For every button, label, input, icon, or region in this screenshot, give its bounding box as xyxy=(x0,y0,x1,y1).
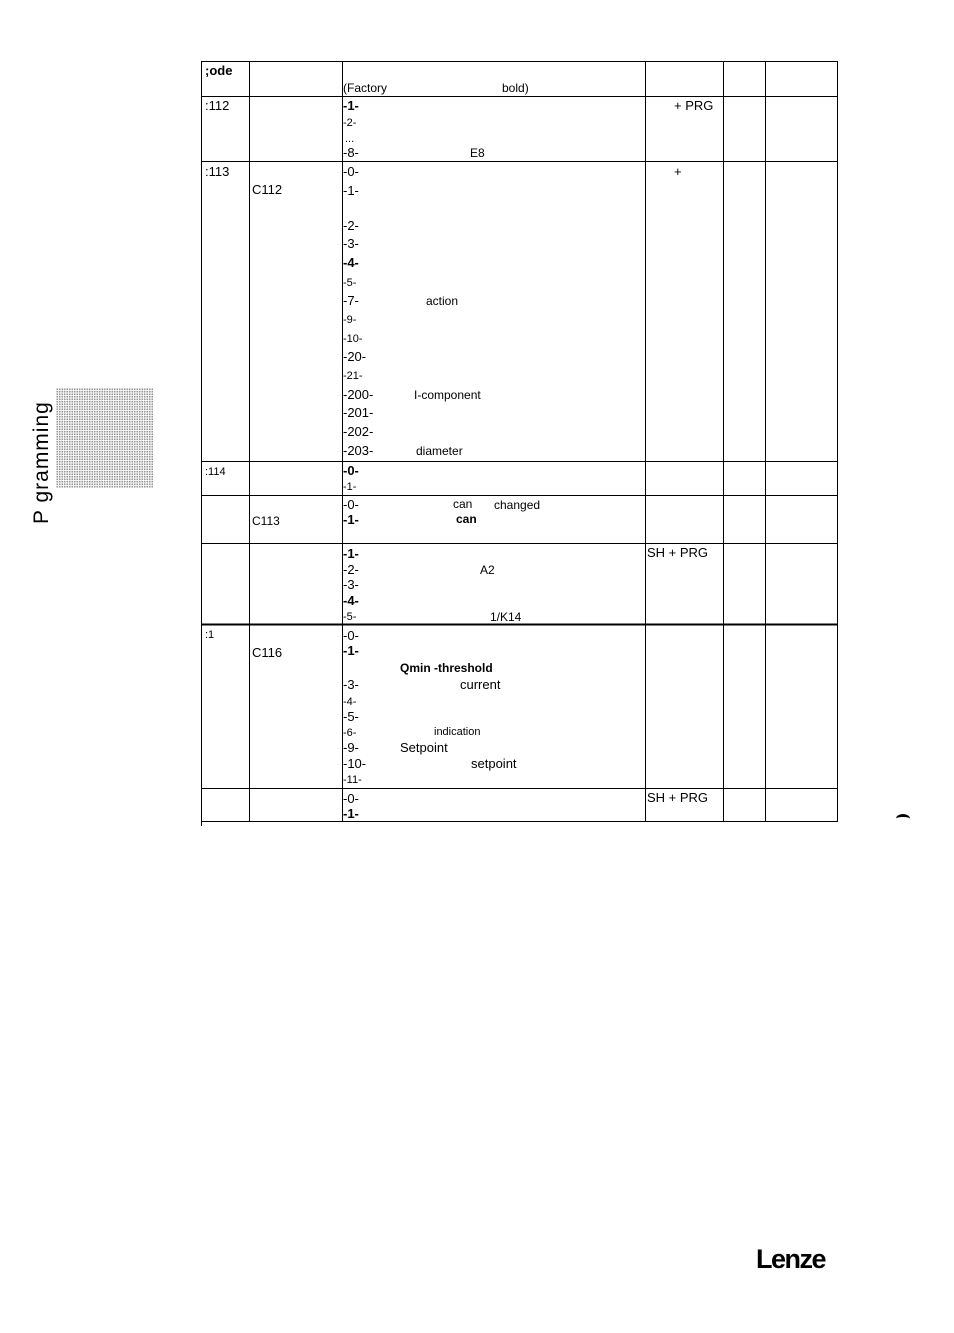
row-6-text: setpoint xyxy=(471,756,517,771)
page-mark xyxy=(896,814,910,823)
header-factory-right: bold) xyxy=(502,81,529,95)
row-c113-value: -5- xyxy=(343,277,357,289)
row-6-text: Qmin -threshold xyxy=(400,661,493,675)
row-c113-value: -4- xyxy=(343,255,359,270)
row-c112-text: E8 xyxy=(470,146,485,160)
row-4-value: -1- xyxy=(343,512,359,527)
row-c113-text: diameter xyxy=(416,444,463,458)
row-c112-value: -8- xyxy=(343,145,359,160)
row-6-value: -4- xyxy=(343,696,357,708)
row-c113-value: -0- xyxy=(343,164,359,179)
row-4-text: changed xyxy=(494,498,541,512)
row-c112-code: :112 xyxy=(205,98,230,113)
row-c113-value: -203- xyxy=(343,443,374,458)
row-5-text: 1/K14 xyxy=(490,610,522,624)
row-4-ref: C113 xyxy=(252,514,280,528)
row-c113-value: -202- xyxy=(343,424,374,439)
row-6-ref: C116 xyxy=(252,645,283,660)
row-6-value: -0- xyxy=(343,628,359,643)
row-6-value: -9- xyxy=(343,740,359,755)
row-c114-value: -1- xyxy=(343,481,357,493)
row-5-value: -2- xyxy=(343,562,359,577)
header-code: ;ode xyxy=(205,63,233,78)
row-6-text: current xyxy=(460,677,501,692)
row-c113-value: -20- xyxy=(343,349,367,364)
row-c112-access: + PRG xyxy=(674,98,714,113)
row-6-code: :1 xyxy=(205,629,215,641)
row-c113-text: I-component xyxy=(414,388,481,402)
row-7-access: SH + PRG xyxy=(647,790,709,805)
row-c113-ref: C112 xyxy=(252,182,283,197)
row-5-value: -3- xyxy=(343,577,359,592)
row-c113-value: -200- xyxy=(343,387,374,402)
side-title-text: P gramming xyxy=(30,401,53,524)
row-c113-value: -3- xyxy=(343,236,359,251)
row-5-value: -5- xyxy=(343,611,357,623)
row-c113-value: -1- xyxy=(343,183,359,198)
row-5-value: -1- xyxy=(343,546,359,561)
header-factory-left: (Factory xyxy=(343,81,388,95)
row-5-access: SH + PRG xyxy=(647,545,709,560)
row-6-text: Setpoint xyxy=(400,740,448,755)
row-6-value: -1- xyxy=(343,643,359,658)
row-c113-value: -9- xyxy=(343,314,357,326)
row-6-value: -3- xyxy=(343,677,359,692)
row-6-value: -11- xyxy=(343,774,362,786)
row-c112-value: -1- xyxy=(343,98,359,113)
row-6-value: -6- xyxy=(343,727,357,739)
row-6-value: -10- xyxy=(343,756,367,771)
row-c114-value: -0- xyxy=(343,463,359,478)
row-c113-value: -7- xyxy=(343,293,359,308)
row-c113-value: -21- xyxy=(343,370,363,382)
row-5-text: A2 xyxy=(480,563,495,577)
row-c113-code: :113 xyxy=(205,164,230,179)
row-c114-code: :114 xyxy=(205,466,226,478)
row-c113-text: action xyxy=(426,294,459,308)
row-c113-value: -2- xyxy=(343,218,359,233)
row-c112-value: -2- xyxy=(343,117,357,129)
row-5-value: -4- xyxy=(343,593,359,608)
row-c112-value: ... xyxy=(345,133,355,145)
row-4-value: -0- xyxy=(343,497,359,512)
row-c113-value: -10- xyxy=(343,333,363,345)
row-6-value: -5- xyxy=(343,709,359,724)
row-7-value: -0- xyxy=(343,791,359,806)
row-4-text: can xyxy=(453,497,473,511)
row-c113-value: -201- xyxy=(343,405,374,420)
row-c113-access: + xyxy=(674,164,682,179)
lenze-logo: Lenze xyxy=(756,1244,826,1274)
row-7-value: -1- xyxy=(343,806,359,821)
row-4-text: can xyxy=(456,512,477,526)
row-6-text: indication xyxy=(434,726,481,738)
